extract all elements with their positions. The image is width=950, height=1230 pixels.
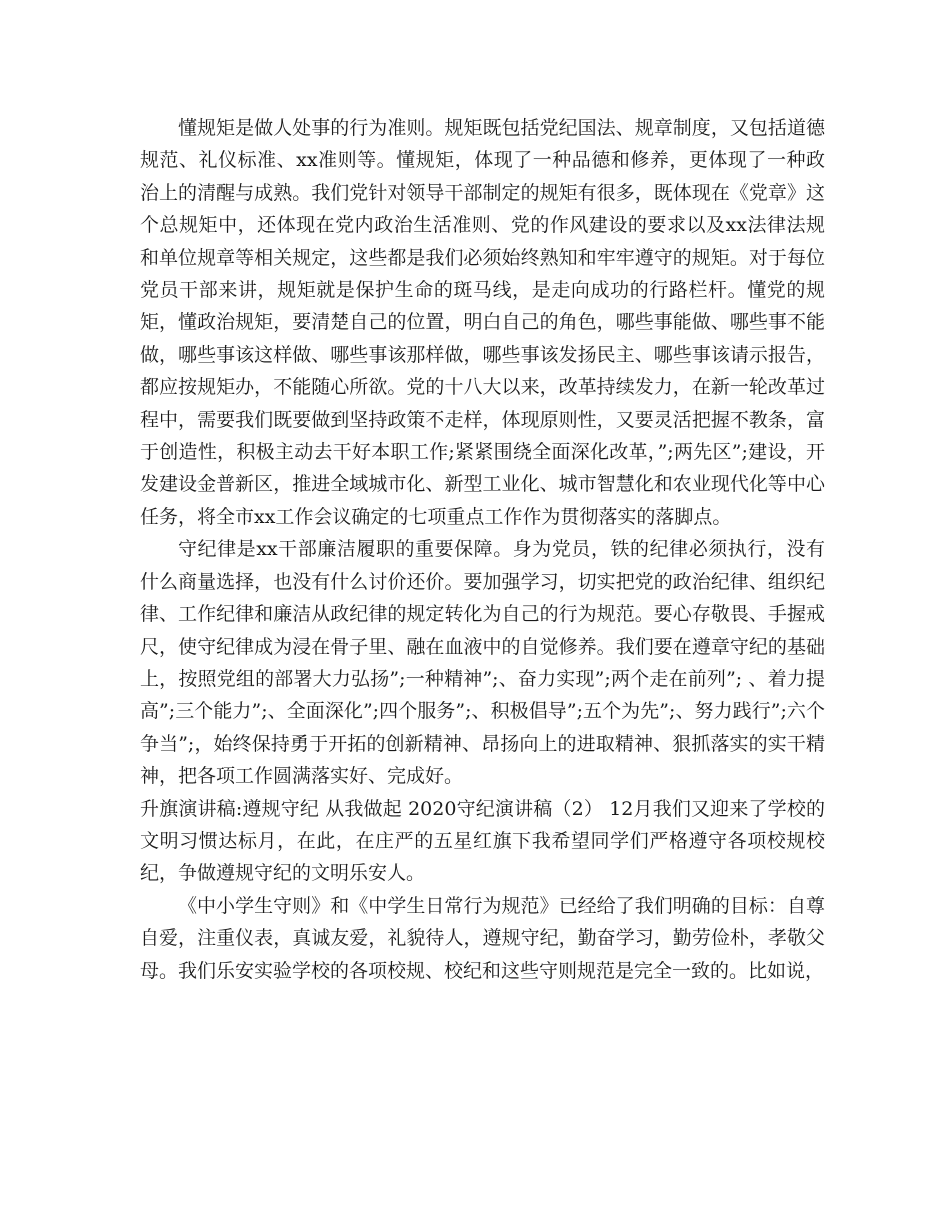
document-body: [140, 112, 825, 987]
paragraph-4: 《中小学生守则》和《中学生日常行为规范》已经给了我们明确的目标：自尊自爱，注重仪表，真诚友爱，礼貌待人，遵规守纪，勤奋学习，勤劳俭朴，孝敬父母。我们乐安实验学校的各项校规、校纪和这些守则规范是完全一致的。比如说，: [140, 894, 825, 982]
paragraph-1: 懂规矩是做人处事的行为准则。规矩既包括党纪国法、规章制度，又包括道德规范、礼仪标准、xx准则等。懂规矩，体现了一种品德和修养，更体现了一种政治上的清醒与成熟。我们党针对领导干部制定的规矩有很多，既体现在《党章》这个总规矩中，还体现在党内政治生活准则、党的作风建设的要求以及xx法律法规和单位规章等相关规定，这些都是我们必须始终熟知和牢牢遵守的规矩。对于每位党员干部来讲，规矩就是保护生命的斑马线，是走向成功的行路栏杆。懂党的规矩，懂政治规矩，要清楚自己的位置，明白自己的角色，哪些事能做、哪些事不能做，哪些事该这样做、哪些事该那样做，哪些事该发扬民主、哪些事该请示报告，都应按规矩办，不能随心所欲。党的十八大以来，改革持续发力，在新一轮改革过程中，需要我们既要做到坚持政策不走样，体现原则性，又要灵活把握不教条，富于创造性，积极主动去干好本职工作;紧紧围绕全面深化改革，”;两先区”;建设，开发建设金普新区，推进全域城市化、新型工业化、城市智慧化和农业现代化等中心任务，将全市xx工作会议确定的七项重点工作作为贯彻落实的落脚点。: [140, 117, 825, 528]
paragraph-2: 守纪律是xx干部廉洁履职的重要保障。身为党员，铁的纪律必须执行，没有什么商量选择，也没有什么讨价还价。要加强学习，切实把党的政治纪律、组织纪律、工作纪律和廉洁从政纪律的规定转化为自己的行为规范。要心存敬畏、手握戒尺，使守纪律成为浸在骨子里、融在血液中的自觉修养。我们要在遵章守纪的基础上，按照党组的部署大力弘扬”;一种精神”;、奋力实现”;两个走在前列”; 、着力提高”;三个能力”;、全面深化”;四个服务”;、积极倡导”;五个为先”;、努力践行”;六个争当”;，始终保持勇于开拓的创新精神、昂扬向上的进取精神、狠抓落实的实干精神，把各项工作圆满落实好、完成好。: [140, 538, 825, 788]
paragraph-3: 升旗演讲稿:遵规守纪 从我做起 2020守纪演讲稿（2） 12月我们又迎来了学校的文明习惯达标月，在此，在庄严的五星红旗下我希望同学们严格遵守各项校规校纪，争做遵规守纪的文明乐安人。: [140, 797, 825, 885]
